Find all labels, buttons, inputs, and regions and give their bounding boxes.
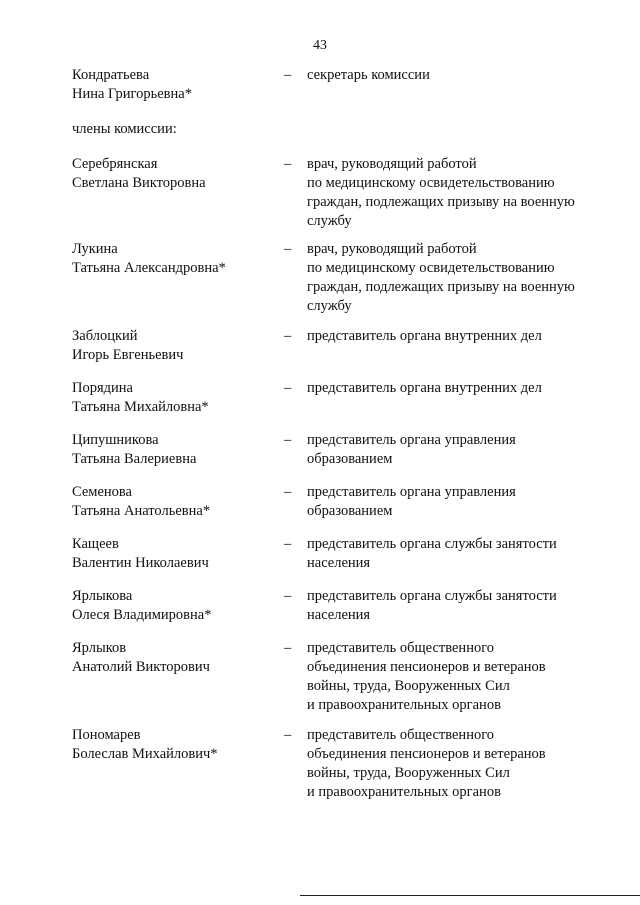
member-given-names: Татьяна Михайловна*	[72, 399, 209, 415]
member-role	[307, 726, 607, 802]
member-given-names: Татьяна Анатольевна*	[72, 503, 211, 519]
role-line: представитель органа управления	[307, 432, 516, 448]
bottom-rule	[300, 895, 640, 896]
dash-separator: –	[284, 328, 292, 344]
role-line: и правоохранительных органов	[307, 784, 501, 800]
member-name	[72, 240, 272, 278]
member-given-names: Олеся Владимировна*	[72, 607, 212, 623]
member-given-names: Нина Григорьевна*	[72, 86, 192, 102]
role-line: образованием	[307, 451, 393, 467]
role-line: службу	[307, 298, 352, 314]
member-given-names: Болеслав Михайлович*	[72, 746, 218, 762]
role-line: представитель общественного	[307, 640, 495, 656]
role-line: представитель органа управления	[307, 484, 516, 500]
dash-separator: –	[284, 67, 292, 83]
role-line: представитель органа службы занятости	[307, 536, 557, 552]
member-given-names: Игорь Евгеньевич	[72, 347, 184, 363]
role-line: врач, руководящий работой	[307, 241, 477, 257]
page-number: 43	[313, 38, 327, 53]
role-line: службу	[307, 213, 352, 229]
role-line: по медицинскому освидетельствованию	[307, 175, 555, 191]
member-given-names: Светлана Викторовна	[72, 175, 206, 191]
members-label: члены комиссии:	[72, 121, 177, 137]
dash-separator: –	[284, 380, 292, 396]
role-line: представитель органа службы занятости	[307, 588, 557, 604]
role-line: объединения пенсионеров и ветеранов	[307, 746, 546, 762]
member-surname: Кондратьева	[72, 67, 150, 83]
dash-separator: –	[284, 432, 292, 448]
role-line: войны, труда, Вооруженных Сил	[307, 765, 510, 781]
member-surname: Заблоцкий	[72, 328, 138, 344]
member-name	[72, 587, 272, 625]
member-name	[72, 66, 272, 104]
member-name	[72, 327, 272, 365]
role-line: образованием	[307, 503, 393, 519]
member-role	[307, 483, 607, 521]
dash-separator: –	[284, 484, 292, 500]
role-line: войны, труда, Вооруженных Сил	[307, 678, 510, 694]
member-role	[307, 66, 607, 85]
role-line: населения	[307, 607, 371, 623]
member-surname: Порядина	[72, 380, 133, 396]
member-surname: Ярлыкова	[72, 588, 133, 604]
dash-separator: –	[284, 241, 292, 257]
member-given-names: Татьяна Александровна*	[72, 260, 226, 276]
role-line: представитель органа внутренних дел	[307, 380, 542, 396]
member-name	[72, 379, 272, 417]
member-role	[307, 155, 607, 231]
role-line: представитель органа внутренних дел	[307, 328, 542, 344]
member-surname: Лукина	[72, 241, 118, 257]
role-line: граждан, подлежащих призыву на военную	[307, 279, 575, 295]
member-role	[307, 535, 607, 573]
member-role	[307, 639, 607, 715]
dash-separator: –	[284, 727, 292, 743]
member-name	[72, 726, 272, 764]
member-role	[307, 327, 607, 346]
member-surname: Пономарев	[72, 727, 141, 743]
member-role	[307, 431, 607, 469]
member-name	[72, 639, 272, 677]
role-line: граждан, подлежащих призыву на военную	[307, 194, 575, 210]
role-line: врач, руководящий работой	[307, 156, 477, 172]
member-name	[72, 535, 272, 573]
role-line: и правоохранительных органов	[307, 697, 501, 713]
dash-separator: –	[284, 536, 292, 552]
member-given-names: Татьяна Валериевна	[72, 451, 197, 467]
dash-separator: –	[284, 156, 292, 172]
member-surname: Ципушникова	[72, 432, 159, 448]
member-role	[307, 587, 607, 625]
role-line: объединения пенсионеров и ветеранов	[307, 659, 546, 675]
member-name	[72, 431, 272, 469]
member-given-names: Анатолий Викторович	[72, 659, 210, 675]
member-surname: Ярлыков	[72, 640, 127, 656]
role-line: представитель общественного	[307, 727, 495, 743]
member-surname: Семенова	[72, 484, 132, 500]
dash-separator: –	[284, 640, 292, 656]
member-name	[72, 483, 272, 521]
member-surname: Кащеев	[72, 536, 119, 552]
member-role	[307, 379, 607, 398]
member-name	[72, 155, 272, 193]
role-line: по медицинскому освидетельствованию	[307, 260, 555, 276]
member-given-names: Валентин Николаевич	[72, 555, 209, 571]
role-line: населения	[307, 555, 371, 571]
member-role	[307, 240, 607, 316]
dash-separator: –	[284, 588, 292, 604]
member-surname: Серебрянская	[72, 156, 158, 172]
role-line: секретарь комиссии	[307, 67, 430, 83]
